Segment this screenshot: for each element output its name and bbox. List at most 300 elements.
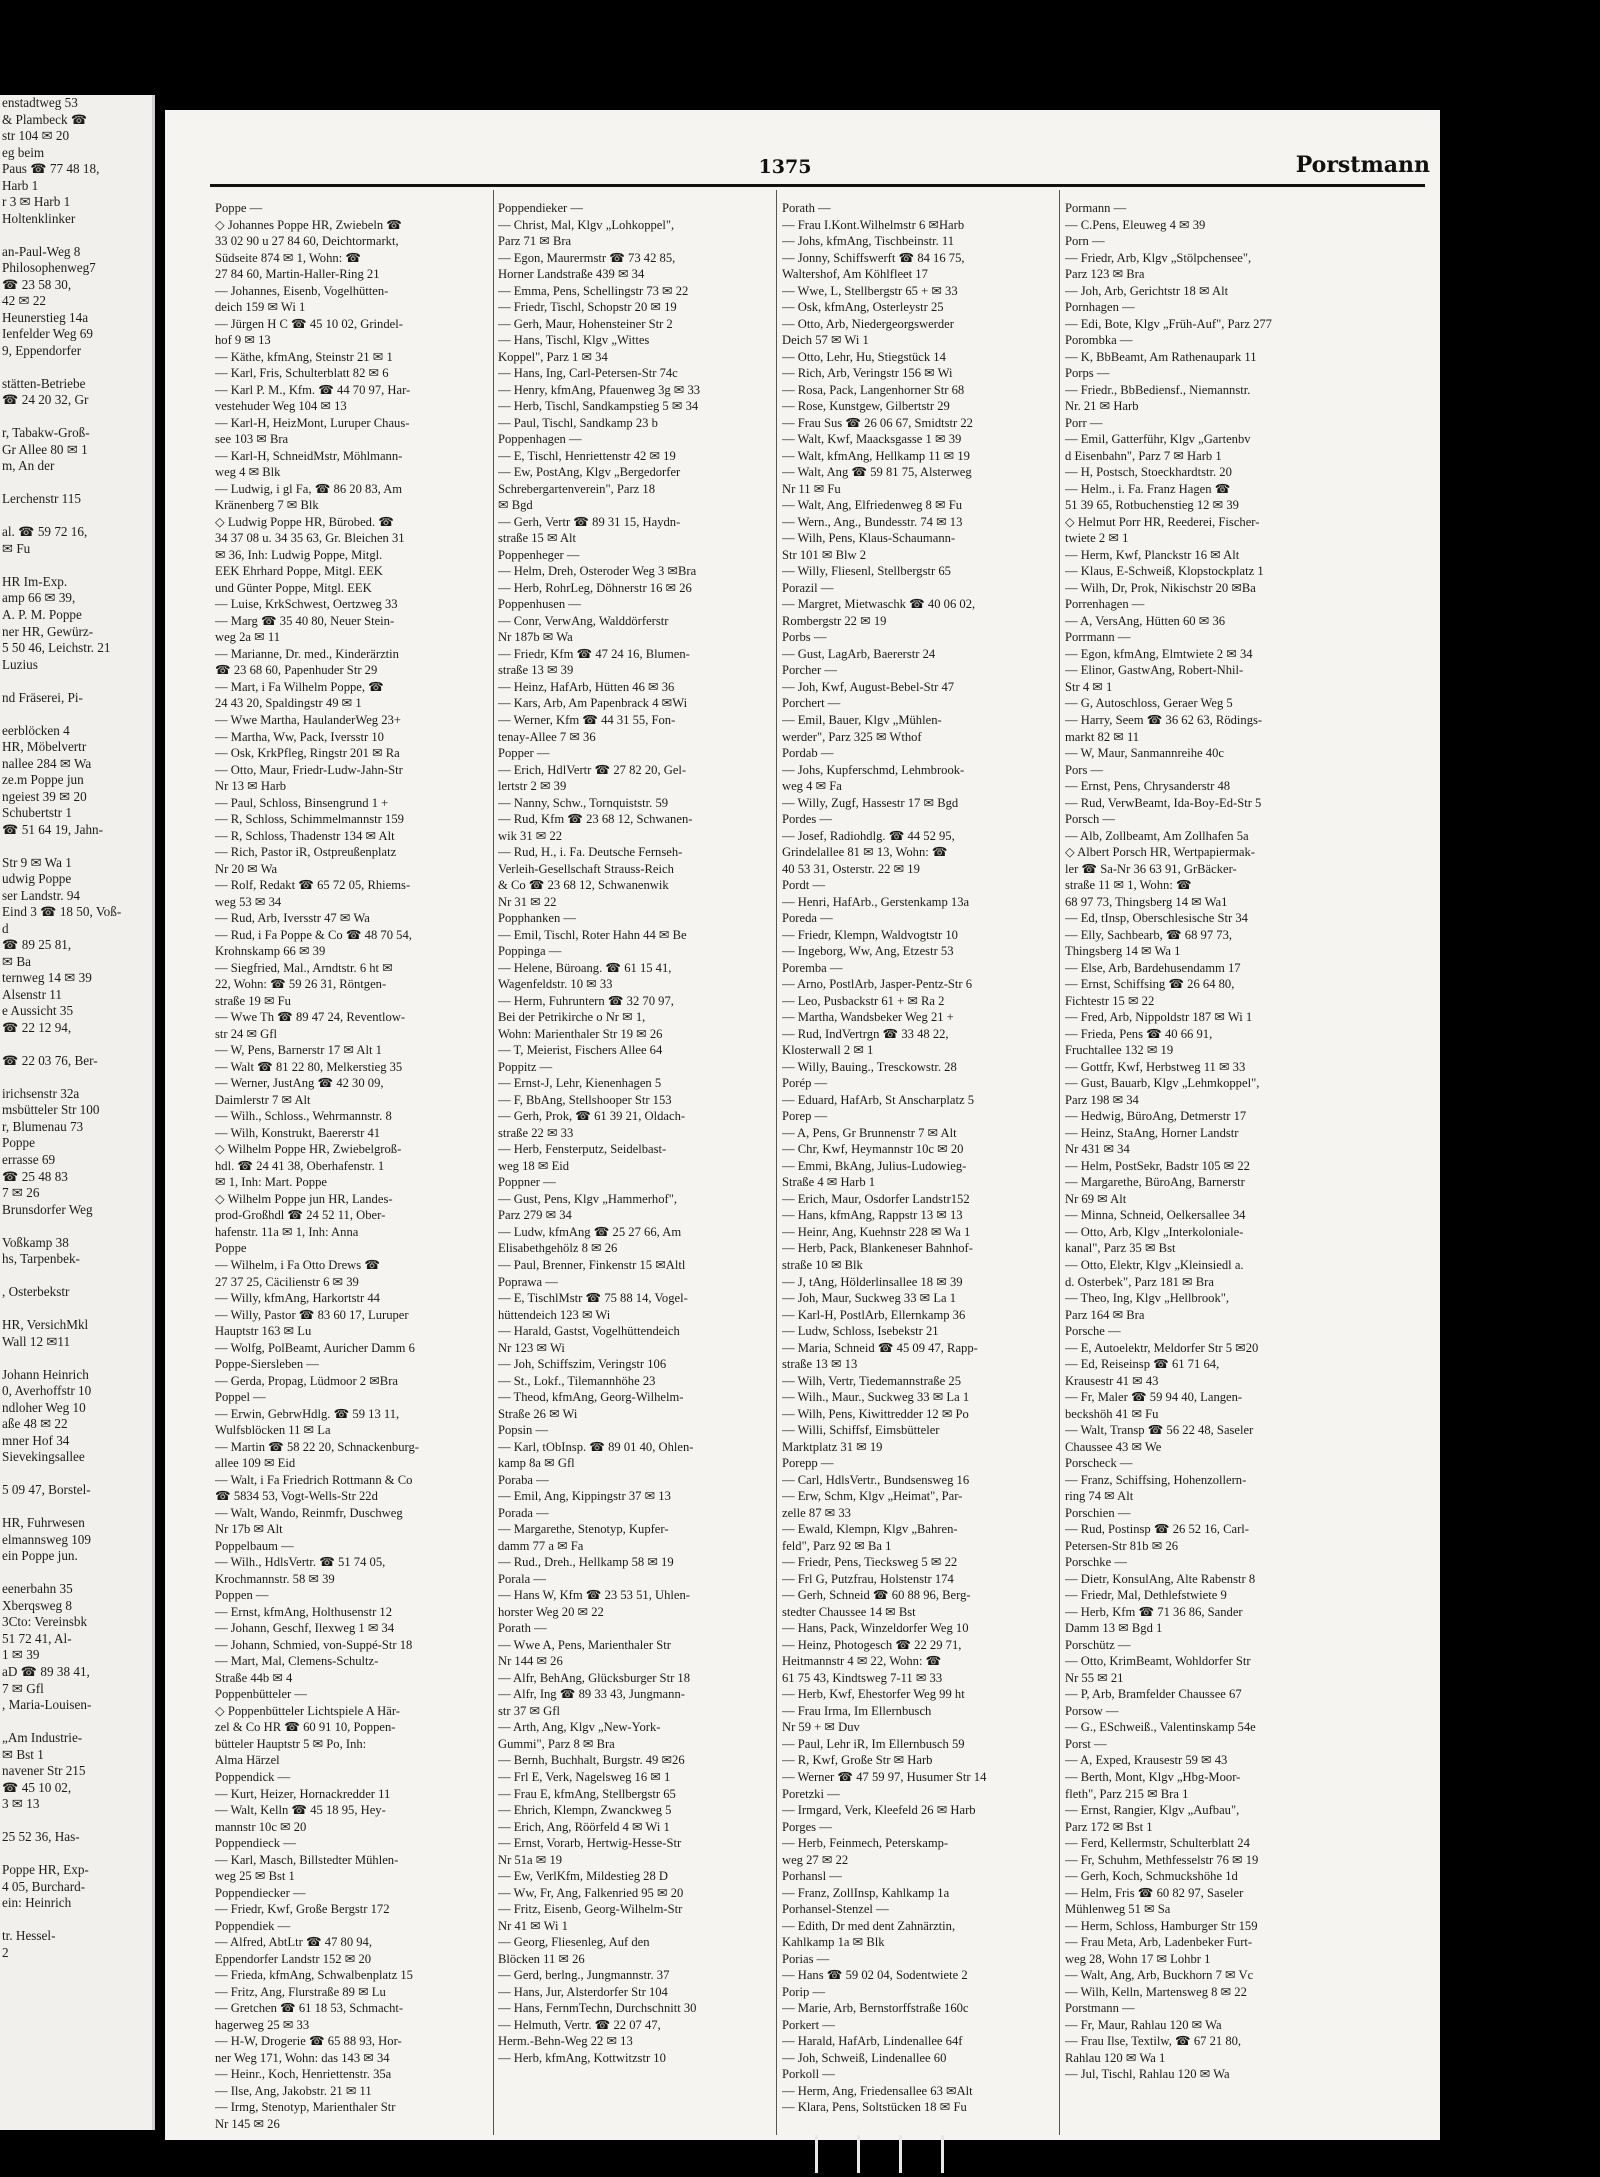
directory-entry-line: & Co ☎ 23 68 12, Schwanenwik — [498, 878, 669, 893]
directory-entry-line: Verleih-Gesellschaft Strauss-Reich — [498, 861, 674, 876]
left-page-fragment — [0, 95, 155, 2130]
directory-entry-line: — G, Autoschloss, Geraer Weg 5 — [1065, 696, 1233, 711]
directory-entry-line: kamp 8a ✉ Gfl — [498, 1456, 575, 1471]
directory-entry-line: — Jürgen H C ☎ 45 10 02, Grindel- — [215, 316, 403, 331]
fragment-line — [0, 557, 152, 574]
directory-entry-line: Daimlerstr 7 ✉ Alt — [215, 1092, 311, 1107]
directory-entry-line: — Frieda, Pens ☎ 40 66 91, — [1065, 1026, 1213, 1041]
directory-entry-line: — St., Lokf., Tilemannhöhe 23 — [498, 1373, 656, 1388]
directory-entry-line: hüttendeich 123 ✉ Wi — [498, 1307, 611, 1322]
directory-entry-line: Nr 41 ✉ Wi 1 — [498, 1918, 568, 1933]
fragment-line: Voßkamp 38 — [2, 1234, 69, 1250]
directory-entry-line: 40 53 31, Osterstr. 22 ✉ 19 — [782, 861, 920, 876]
directory-entry-line: horster Weg 20 ✉ 22 — [498, 1604, 604, 1619]
directory-entry-line: straße 15 ✉ Alt — [498, 531, 577, 546]
directory-entry-line: Poppenhusen — — [498, 597, 581, 612]
directory-entry-line: Pordab — — [782, 746, 834, 761]
directory-entry-line: — Frl E, Verk, Nagelsweg 16 ✉ 1 — [498, 1769, 671, 1784]
directory-entry-line: — Ernst, kfmAng, Holthusenstr 12 — [215, 1604, 393, 1619]
directory-entry-line: — Wwe A, Pens, Marienthaler Str — [498, 1637, 671, 1652]
fragment-line: 3 ✉ 13 — [2, 1796, 40, 1812]
directory-entry-line: — Wilh, Vertr, Tiedemannstraße 25 — [782, 1373, 962, 1388]
fragment-line: ner HR, Gewürz- — [2, 623, 94, 639]
directory-entry-line: — Wilh., Maur., Suckweg 33 ✉ La 1 — [782, 1390, 970, 1405]
directory-entry-line: weg 2a ✉ 11 — [215, 630, 280, 645]
directory-entry-line: — K, BbBeamt, Am Rathenaupark 11 — [1065, 349, 1257, 364]
fragment-line: 51 72 41, Al- — [2, 1630, 72, 1646]
directory-entry-line: — Karl, tObInsp. ☎ 89 01 40, Ohlen- — [498, 1439, 694, 1454]
directory-entry-line: Marktplatz 31 ✉ 19 — [782, 1439, 883, 1454]
directory-entry-line: — T, Meierist, Fischers Allee 64 — [498, 1043, 663, 1058]
fragment-line: amp 66 ✉ 39, — [2, 590, 76, 606]
directory-entry-line: — Wilh, Konstrukt, Baererstr 41 — [215, 1125, 381, 1140]
directory-entry-line: — Hans, Jur, Alsterdorfer Str 104 — [498, 1984, 668, 1999]
directory-entry-line: — Walt, Ang, Elfriedenweg 8 ✉ Fu — [782, 498, 962, 513]
fragment-line — [0, 1036, 152, 1053]
directory-entry-line: Blöcken 11 ✉ 26 — [498, 1951, 585, 1966]
directory-entry-line: — Heinz, Photogesch ☎ 22 29 71, — [782, 1637, 962, 1652]
fragment-line: HR, VersichMkl — [2, 1317, 89, 1333]
directory-entry-line: — Johannes, Eisenb, Vogelhütten- — [215, 283, 389, 298]
directory-entry-line: weg 28, Wohn 17 ✉ Lohbr 1 — [1065, 1951, 1211, 1966]
directory-entry-line: Chaussee 43 ✉ We — [1065, 1439, 1162, 1454]
fragment-line — [0, 1499, 152, 1516]
directory-entry-line: — W, Pens, Barnerstr 17 ✉ Alt 1 — [215, 1043, 382, 1058]
directory-entry-line: — Irmg, Stenotyp, Marienthaler Str — [215, 2100, 396, 2115]
directory-entry-line: 33 02 90 u 27 84 60, Deichtormarkt, — [215, 234, 399, 249]
directory-entry-line: Herm.-Behn-Weg 22 ✉ 13 — [498, 2034, 633, 2049]
fragment-line: Xberqsweg 8 — [2, 1597, 72, 1613]
directory-entry-line: Koppel", Parz 1 ✉ 34 — [498, 349, 608, 364]
directory-entry-line: — Dietr, KonsulAng, Alte Rabenstr 8 — [1065, 1571, 1256, 1586]
fragment-line: irichsenstr 32a — [2, 1085, 80, 1101]
directory-entry-line: — Werner, Kfm ☎ 44 31 55, Fon- — [498, 712, 676, 727]
fragment-line: nallee 284 ✉ Wa — [2, 755, 92, 771]
fragment-line: 7 ✉ 26 — [2, 1185, 40, 1201]
column-rule — [1059, 190, 1060, 2135]
directory-entry-line: — Karl, Fris, Schulterblatt 82 ✉ 6 — [215, 366, 389, 381]
directory-entry-line: — Conr, VerwAng, Walddörferstr — [498, 613, 669, 628]
directory-entry-line: — Siegfried, Mal., Arndtstr. 6 ht ✉ — [215, 960, 393, 975]
directory-entry-line: weg 4 ✉ Fa — [782, 779, 842, 794]
directory-entry-line: — Friedr, Kfm ☎ 47 24 16, Blumen- — [498, 646, 690, 661]
directory-entry-line: — Helm, Fris ☎ 60 82 97, Saseler — [1065, 1885, 1244, 1900]
directory-entry-line: — Gerda, Propag, Lüdmoor 2 ✉Bra — [215, 1373, 398, 1388]
fragment-line: Poppe — [2, 1135, 35, 1151]
directory-entry-line: — Otto, Elektr, Klgv „Kleinsiedl a. — [1065, 1258, 1244, 1272]
directory-entry-line: — Wilhelm, i Fa Otto Drews ☎ — [215, 1258, 381, 1272]
directory-entry-line: Porhansl — — [782, 1869, 842, 1884]
fragment-line: 5 09 47, Borstel- — [2, 1482, 91, 1498]
directory-entry-line: — Leo, Pusbackstr 61 + ✉ Ra 2 — [782, 993, 945, 1008]
binding-mark — [899, 2135, 902, 2173]
directory-entry-line: — Fr, Schuhm, Methfesselstr 76 ✉ 19 — [1065, 1852, 1259, 1867]
directory-entry-line: — Ludwig, i gl Fa, ☎ 86 20 83, Am — [215, 481, 403, 496]
directory-entry-line: — Otto, Maur, Friedr-Ludw-Jahn-Str — [215, 762, 403, 777]
directory-entry-line: — Wilh., HdlsVertr. ☎ 51 74 05, — [215, 1555, 386, 1570]
directory-entry-line: Pornhagen — — [1065, 300, 1135, 315]
directory-entry-line: straße 13 ✉ 39 — [498, 663, 574, 678]
fragment-line: 5 50 46, Leichstr. 21 — [2, 640, 111, 656]
directory-entry-line: — Erich, Ang, Röörfeld 4 ✉ Wi 1 — [498, 1819, 670, 1834]
directory-entry-line: Poraba — — [498, 1472, 549, 1487]
directory-entry-line: — Herb, Kwf, Ehestorfer Weg 99 ht — [782, 1687, 965, 1702]
directory-entry-line: — A, VersAng, Hütten 60 ✉ 36 — [1065, 613, 1226, 628]
directory-entry-line: — Gretchen ☎ 61 18 53, Schmacht- — [215, 2001, 404, 2016]
directory-entry-line: — Rud, Kfm ☎ 23 68 12, Schwanen- — [498, 812, 693, 827]
directory-entry-line: werder", Parz 325 ✉ Wthof — [782, 729, 922, 744]
fragment-line: 42 ✉ 22 — [2, 293, 47, 309]
fragment-line — [0, 1301, 152, 1318]
fragment-line: ✉ Fu — [2, 540, 31, 556]
directory-entry-line: see 103 ✉ Bra — [215, 432, 289, 447]
directory-entry-line: ◇ Johannes Poppe HR, Zwiebeln ☎ — [215, 217, 402, 232]
directory-entry-line: Krochmannstr. 58 ✉ 39 — [215, 1571, 335, 1586]
fragment-line — [0, 1565, 152, 1582]
directory-column-3 — [782, 200, 1054, 2130]
directory-entry-line: — Herb, Fensterputz, Seidelbast- — [498, 1142, 667, 1157]
directory-entry-line: — Johann, Geschf, Ilexweg 1 ✉ 34 — [215, 1621, 395, 1636]
directory-entry-line: — Helmuth, Vertr. ☎ 22 07 47, — [498, 2017, 661, 2032]
directory-entry-line: Nr 51a ✉ 19 — [498, 1852, 563, 1867]
fragment-line: r, Tabakw-Groß- — [2, 425, 90, 441]
fragment-line — [0, 409, 152, 426]
directory-entry-line: — Herb, Feinmech, Peterskamp- — [782, 1836, 949, 1851]
fragment-line — [0, 1350, 152, 1367]
directory-entry-line: — Berth, Mont, Klgv „Hbg-Moor- — [1065, 1769, 1241, 1784]
directory-entry-line: — Bernh, Buchhalt, Burgstr. 49 ✉26 — [498, 1753, 685, 1768]
directory-entry-line: 27 84 60, Martin-Haller-Ring 21 — [215, 267, 380, 282]
directory-entry-line: stedter Chaussee 14 ✉ Bst — [782, 1604, 916, 1619]
directory-entry-line: — A, Exped, Krausestr 59 ✉ 43 — [1065, 1753, 1228, 1768]
directory-entry-line: — Wern., Ang., Bundesstr. 74 ✉ 13 — [782, 514, 963, 529]
directory-entry-line: — Otto, Arb, Niedergeorgswerder — [782, 316, 954, 331]
directory-entry-line: Parz 198 ✉ 34 — [1065, 1092, 1139, 1107]
directory-entry-line: Schrebergartenverein", Parz 18 — [498, 481, 656, 496]
directory-entry-line: ✉ Bgd — [498, 498, 533, 513]
directory-entry-line: — A, Pens, Gr Brunnenstr 7 ✉ Alt — [782, 1125, 957, 1140]
fragment-line — [0, 1466, 152, 1483]
fragment-line — [0, 706, 152, 723]
fragment-line: Brunsdorfer Weg — [2, 1201, 93, 1217]
directory-entry-line: Porep — — [782, 1109, 828, 1124]
directory-entry-line: Poppe-Siersleben — — [215, 1357, 319, 1372]
directory-entry-line: Porst — — [1065, 1736, 1107, 1751]
fragment-line: Philosophenweg7 — [2, 260, 96, 276]
directory-entry-line: — Gerd, berlng., Jungmannstr. 37 — [498, 1968, 670, 1983]
directory-entry-line: — J, tAng, Hölderlinsallee 18 ✉ 39 — [782, 1274, 963, 1289]
directory-entry-line: Poretzki — — [782, 1786, 840, 1801]
directory-entry-line: beckshöh 41 ✉ Fu — [1065, 1406, 1159, 1421]
directory-entry-line: — Ww, Fr, Ang, Falkenried 95 ✉ 20 — [498, 1885, 684, 1900]
directory-entry-line: — Fr, Maler ☎ 59 94 40, Langen- — [1065, 1390, 1243, 1405]
directory-entry-line: — Jul, Tischl, Rahlau 120 ✉ Wa — [1065, 2067, 1230, 2082]
directory-entry-line: — H-W, Drogerie ☎ 65 88 93, Hor- — [215, 2034, 402, 2049]
directory-entry-line: bütteler Hauptstr 5 ✉ Po, Inh: — [215, 1736, 367, 1751]
directory-entry-line: — Hedwig, BüroAng, Detmerstr 17 — [1065, 1109, 1247, 1124]
directory-entry-line: ✉ 1, Inh: Mart. Poppe — [215, 1175, 327, 1190]
directory-entry-line: 51 39 65, Rotbuchenstieg 12 ✉ 39 — [1065, 498, 1239, 513]
directory-entry-line: — Heinz, StaAng, Horner Landstr — [1065, 1125, 1239, 1140]
directory-entry-line: Porsow — — [1065, 1703, 1119, 1718]
directory-entry-line: Porchert — — [782, 696, 841, 711]
directory-entry-line: — Frau Meta, Arb, Ladenbeker Furt- — [1065, 1935, 1253, 1950]
fragment-line: A. P. M. Poppe — [2, 606, 82, 622]
directory-entry-line: Straße 44b ✉ 4 — [215, 1670, 293, 1685]
directory-entry-line: — Wilh, Kelln, Martensweg 8 ✉ 22 — [1065, 1984, 1247, 1999]
directory-entry-line: — Hans, FernmTechn, Durchschnitt 30 — [498, 2001, 697, 2016]
directory-entry-line: — Wilh, Pens, Kiwittredder 12 ✉ Po — [782, 1406, 969, 1421]
directory-entry-line: — Else, Arb, Bardehusendamm 17 — [1065, 960, 1241, 975]
directory-entry-line: Poppen — — [215, 1588, 269, 1603]
directory-entry-line: — Frau Irma, Im Ellernbusch — [782, 1703, 932, 1718]
directory-entry-line: Poppendieker — — [498, 201, 583, 215]
directory-entry-line: weg 27 ✉ 22 — [782, 1852, 849, 1867]
directory-entry-line: Porps — — [1065, 366, 1110, 381]
directory-entry-line: — Hans ☎ 59 02 04, Sodentwiete 2 — [782, 1968, 968, 1983]
fragment-line: Schubertstr 1 — [2, 805, 72, 821]
directory-entry-line: Porkoll — — [782, 2067, 835, 2082]
directory-entry-line: Poppendieck — — [215, 1836, 296, 1851]
directory-entry-line: — Gerh, Maur, Hohensteiner Str 2 — [498, 316, 673, 331]
directory-entry-line: ner Weg 171, Wohn: das 143 ✉ 34 — [215, 2050, 390, 2065]
directory-entry-line: Poppe — [215, 1241, 247, 1256]
directory-entry-line: Hauptstr 163 ✉ Lu — [215, 1324, 312, 1339]
fragment-line: ze.m Poppe jun — [2, 772, 84, 788]
directory-entry-line: Pors — — [1065, 762, 1104, 777]
directory-entry-line: Nr 17b ✉ Alt — [215, 1522, 283, 1537]
directory-entry-line: Porrmann — — [1065, 630, 1131, 645]
directory-entry-line: 27 37 25, Cäcilienstr 6 ✉ 39 — [215, 1274, 359, 1289]
fragment-line — [0, 838, 152, 855]
directory-entry-line: Straße 26 ✉ Wi — [498, 1406, 578, 1421]
directory-entry-line: Porsch — — [1065, 812, 1116, 827]
directory-entry-line: Grindelallee 81 ✉ 13, Wohn: ☎ — [782, 845, 948, 860]
fragment-line: udwig Poppe — [2, 871, 72, 887]
fragment-line — [0, 673, 152, 690]
directory-entry-line: Porada — — [498, 1505, 549, 1520]
directory-entry-line: — P, Arb, Bramfelder Chaussee 67 — [1065, 1687, 1242, 1702]
directory-entry-line: Alma Härzel — [215, 1753, 280, 1768]
directory-entry-line: 61 75 43, Kindtsweg 7-11 ✉ 33 — [782, 1670, 943, 1685]
fragment-line: ngeiest 39 ✉ 20 — [2, 788, 87, 804]
fragment-line: msbütteler Str 100 — [2, 1102, 100, 1118]
fragment-line: 4 05, Burchard- — [2, 1878, 86, 1894]
fragment-line: aD ☎ 89 38 41, — [2, 1663, 90, 1679]
directory-entry-line: — Ew, PostAng, Klgv „Bergedorfer — [498, 465, 681, 480]
directory-entry-line: — Margarethe, BüroAng, Barnerstr — [1065, 1175, 1245, 1190]
directory-entry-line: — Walt, kfmAng, Hellkamp 11 ✉ 19 — [782, 448, 970, 463]
directory-entry-line: — Kars, Arb, Am Papenbrack 4 ✉Wi — [498, 696, 688, 711]
directory-entry-line: — Walt, Kwf, Maacksgasse 1 ✉ 39 — [782, 432, 962, 447]
directory-entry-line: Elisabethgehölz 8 ✉ 26 — [498, 1241, 618, 1256]
directory-entry-line: — Alfr, Ing ☎ 89 33 43, Jungmann- — [498, 1687, 685, 1702]
directory-entry-line: Poppel — — [215, 1390, 266, 1405]
fragment-line: Luzius — [2, 656, 38, 672]
directory-entry-line: — Gust, Bauarb, Klgv „Lehmkoppel", — [1065, 1076, 1260, 1091]
directory-entry-line: 22, Wohn: ☎ 59 26 31, Röntgen- — [215, 977, 387, 992]
directory-entry-line: — Klara, Pens, Soltstücken 18 ✉ Fu — [782, 2100, 967, 2115]
fragment-line — [0, 1846, 152, 1863]
directory-entry-line: — Rud, VerwBeamt, Ida-Boy-Ed-Str 5 — [1065, 795, 1262, 810]
directory-entry-line: Nr 55 ✉ 21 — [1065, 1670, 1124, 1685]
fragment-line: ☎ 23 58 30, — [2, 276, 72, 292]
fragment-line — [0, 475, 152, 492]
directory-entry-line: — Hans, Ing, Carl-Petersen-Str 74c — [498, 366, 678, 381]
fragment-line: r 3 ✉ Harb 1 — [2, 194, 71, 210]
directory-entry-line: d Eisenbahn", Parz 7 ✉ Harb 1 — [1065, 448, 1222, 463]
directory-entry-line: Porbs — — [782, 630, 827, 645]
directory-entry-line: — Walt, Wando, Reinmfr, Duschweg — [215, 1505, 403, 1520]
directory-entry-line: damm 77 a ✉ Fa — [498, 1538, 584, 1553]
directory-entry-line: Nr 20 ✉ Wa — [215, 861, 278, 876]
column-rule — [493, 190, 494, 2135]
fragment-line: ein Poppe jun. — [2, 1548, 78, 1564]
binding-mark — [857, 2135, 860, 2173]
directory-entry-line: — Ludw, Schloss, Isebekstr 21 — [782, 1324, 939, 1339]
directory-entry-line: Wagenfeldstr. 10 ✉ 33 — [498, 977, 613, 992]
directory-entry-line: — Walt, Transp ☎ 56 22 48, Saseler — [1065, 1423, 1254, 1438]
fragment-line: hs, Tarpenbek- — [2, 1251, 80, 1267]
directory-entry-line: feld", Parz 92 ✉ Ba 1 — [782, 1538, 892, 1553]
fragment-line: Harb 1 — [2, 177, 39, 193]
fragment-line: ☎ 22 03 76, Ber- — [2, 1052, 98, 1068]
directory-entry-line: Porhansel-Stenzel — — [782, 1902, 889, 1917]
fragment-line: Str 9 ✉ Wa 1 — [2, 854, 72, 870]
directory-entry-line: — Rose, Kunstgew, Gilbertstr 29 — [782, 399, 950, 414]
directory-entry-line: Porép — — [782, 1076, 828, 1091]
fragment-line: ☎ 25 48 83 — [2, 1168, 68, 1184]
directory-entry-line: — Emma, Pens, Schellingstr 73 ✉ 22 — [498, 283, 689, 298]
directory-page — [165, 110, 1440, 2140]
directory-column-4 — [1065, 200, 1333, 2130]
directory-entry-line: — Martha, Ww, Pack, Iversstr 10 — [215, 729, 384, 744]
fragment-line: 0, Averhoffstr 10 — [2, 1383, 92, 1399]
directory-entry-line: — Nanny, Schw., Tornquiststr. 59 — [498, 795, 669, 810]
directory-entry-line: — Wwe, L, Stellbergstr 65 + ✉ 33 — [782, 283, 958, 298]
directory-entry-line: — Fred, Arb, Nippoldstr 187 ✉ Wi 1 — [1065, 1010, 1253, 1025]
directory-entry-line: weg 4 ✉ Blk — [215, 465, 281, 480]
fragment-line: ☎ 24 20 32, Gr — [2, 392, 89, 408]
directory-entry-line: Parz 164 ✉ Bra — [1065, 1307, 1145, 1322]
directory-entry-line: — Gerh, Prok, ☎ 61 39 21, Oldach- — [498, 1109, 686, 1124]
directory-entry-line: — Friedr, Kwf, Große Bergstr 172 — [215, 1902, 390, 1917]
directory-entry-line: Kahlkamp 1a ✉ Blk — [782, 1935, 885, 1950]
fragment-line: , Maria-Louisen- — [2, 1697, 92, 1713]
directory-entry-line: — Hans, Pack, Winzeldorfer Weg 10 — [782, 1621, 969, 1636]
directory-entry-line: Parz 279 ✉ 34 — [498, 1208, 572, 1223]
fragment-line: ✉ Bst 1 — [2, 1746, 44, 1762]
fragment-line: enstadtweg 53 — [2, 95, 78, 110]
directory-entry-line: — Herm, Fuhruntern ☎ 32 70 97, — [498, 993, 674, 1008]
directory-entry-line: Gummi", Parz 8 ✉ Bra — [498, 1736, 615, 1751]
header-rule — [210, 184, 1425, 187]
fragment-line: Alsenstr 11 — [2, 986, 62, 1002]
directory-entry-line: twiete 2 ✉ 1 — [1065, 531, 1129, 546]
directory-entry-line: Porschke — — [1065, 1555, 1127, 1570]
directory-entry-line: — Henri, HafArb., Gerstenkamp 13a — [782, 894, 970, 909]
fragment-line: mner Hof 34 — [2, 1432, 70, 1448]
directory-entry-line: — Rud, H., i. Fa. Deutsche Fernseh- — [498, 845, 683, 860]
directory-entry-line: kanal", Parz 35 ✉ Bst — [1065, 1241, 1176, 1256]
directory-entry-line: — Friedr, Klempn, Waldvogtstr 10 — [782, 927, 958, 942]
directory-entry-line: Poppendiek — — [215, 1918, 291, 1933]
directory-entry-line: — Otto, Lehr, Hu, Stiegstück 14 — [782, 349, 946, 364]
fragment-line: Eind 3 ☎ 18 50, Voß- — [2, 904, 122, 920]
directory-entry-line: — Willy, Pastor ☎ 83 60 17, Luruper — [215, 1307, 409, 1322]
directory-entry-line: Popper — — [498, 746, 550, 761]
directory-entry-line: Pormann — — [1065, 201, 1127, 215]
binding-mark — [941, 2135, 944, 2173]
directory-entry-line: Nr 11 ✉ Fu — [782, 481, 841, 496]
directory-entry-line: Kränenberg 7 ✉ Blk — [215, 498, 319, 513]
directory-entry-line: — Wilh, Pens, Klaus-Schaumann- — [782, 531, 956, 546]
directory-entry-line: — Franz, ZollInsp, Kahlkamp 1a — [782, 1885, 950, 1900]
directory-entry-line: Fruchtallee 132 ✉ 19 — [1065, 1043, 1174, 1058]
directory-entry-line: — Harry, Seem ☎ 36 62 63, Rödings- — [1065, 712, 1263, 727]
directory-entry-line: Nr 123 ✉ Wi — [498, 1340, 565, 1355]
directory-entry-line: — Egon, kfmAng, Elmtwiete 2 ✉ 34 — [1065, 646, 1253, 661]
fragment-line — [0, 1813, 152, 1830]
directory-entry-line: — Hans W, Kfm ☎ 23 53 51, Uhlen- — [498, 1588, 690, 1603]
directory-entry-line: hdl. ☎ 24 41 38, Oberhafenstr. 1 — [215, 1158, 385, 1173]
directory-entry-line: — Wolfg, PolBeamt, Auricher Damm 6 — [215, 1340, 415, 1355]
directory-entry-line: Porias — — [782, 1951, 830, 1966]
fragment-line: Lerchenstr 115 — [2, 491, 81, 507]
fragment-line — [0, 1218, 152, 1235]
directory-entry-line: — Helm., i. Fa. Franz Hagen ☎ — [1065, 481, 1231, 496]
directory-entry-line: Rombergstr 22 ✉ 19 — [782, 613, 887, 628]
directory-entry-line: — Heinr., Koch, Henriettenstr. 35a — [215, 2067, 392, 2082]
directory-entry-line: Porombka — — [1065, 333, 1133, 348]
directory-entry-line: — E, TischlMstr ☎ 75 88 14, Vogel- — [498, 1291, 688, 1306]
directory-entry-line: Str 4 ✉ 1 — [1065, 679, 1113, 694]
directory-entry-line: Nr 431 ✉ 34 — [1065, 1142, 1130, 1157]
fragment-line: ☎ 51 64 19, Jahn- — [2, 821, 104, 837]
directory-entry-line: — Walt ☎ 81 22 80, Melkerstieg 35 — [215, 1059, 403, 1074]
directory-entry-line: ☎ 23 68 60, Papenhuder Str 29 — [215, 663, 378, 678]
directory-entry-line: — Wilh., Schloss., Wehrmannstr. 8 — [215, 1109, 392, 1124]
directory-entry-line: Porath — — [498, 1621, 547, 1636]
directory-entry-line: — Rud, i Fa Poppe & Co ☎ 48 70 54, — [215, 927, 412, 942]
directory-entry-line: — Marg ☎ 35 40 80, Neuer Stein- — [215, 613, 395, 628]
directory-entry-line: Popsin — — [498, 1423, 549, 1438]
directory-entry-line: — Friedr, Mal, Dethlefstwiete 9 — [1065, 1588, 1227, 1603]
directory-entry-line: Porip — — [782, 1984, 826, 1999]
fragment-line: HR, Möbelvertr — [2, 739, 87, 755]
directory-entry-line: — Erwin, GebrwHdlg. ☎ 59 13 11, — [215, 1406, 400, 1421]
directory-entry-line: — H, Postsch, Stoeckhardtstr. 20 — [1065, 465, 1232, 480]
directory-entry-line: — Erich, Maur, Osdorfer Landstr152 — [782, 1191, 970, 1206]
directory-entry-line: — Arth, Ang, Klgv „New-York- — [498, 1720, 661, 1735]
fragment-line: eg beim — [2, 144, 45, 160]
directory-entry-line: Pordes — — [782, 812, 833, 827]
fragment-line: Johann Heinrich — [2, 1366, 89, 1382]
directory-entry-line: Popphanken — — [498, 911, 577, 926]
directory-entry-line: — Willy, Bauing., Tresckowstr. 28 — [782, 1059, 957, 1074]
fragment-line — [0, 227, 152, 244]
directory-entry-line: — Ew, VerlKfm, Mildestieg 28 D — [498, 1869, 668, 1884]
directory-entry-line: str 37 ✉ Gfl — [498, 1703, 560, 1718]
directory-entry-line: — Theod, kfmAng, Georg-Wilhelm- — [498, 1390, 684, 1405]
directory-entry-line: — Willi, Schiffsf, Eimsbütteler — [782, 1423, 940, 1438]
fragment-line: ser Landstr. 94 — [2, 887, 81, 903]
fragment-line: eerblöcken 4 — [2, 722, 70, 738]
directory-entry-line: Poprawa — — [498, 1274, 558, 1289]
fragment-line: ✉ Ba — [2, 953, 31, 969]
directory-entry-line: Porn — — [1065, 234, 1105, 249]
directory-entry-line: Parz 123 ✉ Bra — [1065, 267, 1145, 282]
